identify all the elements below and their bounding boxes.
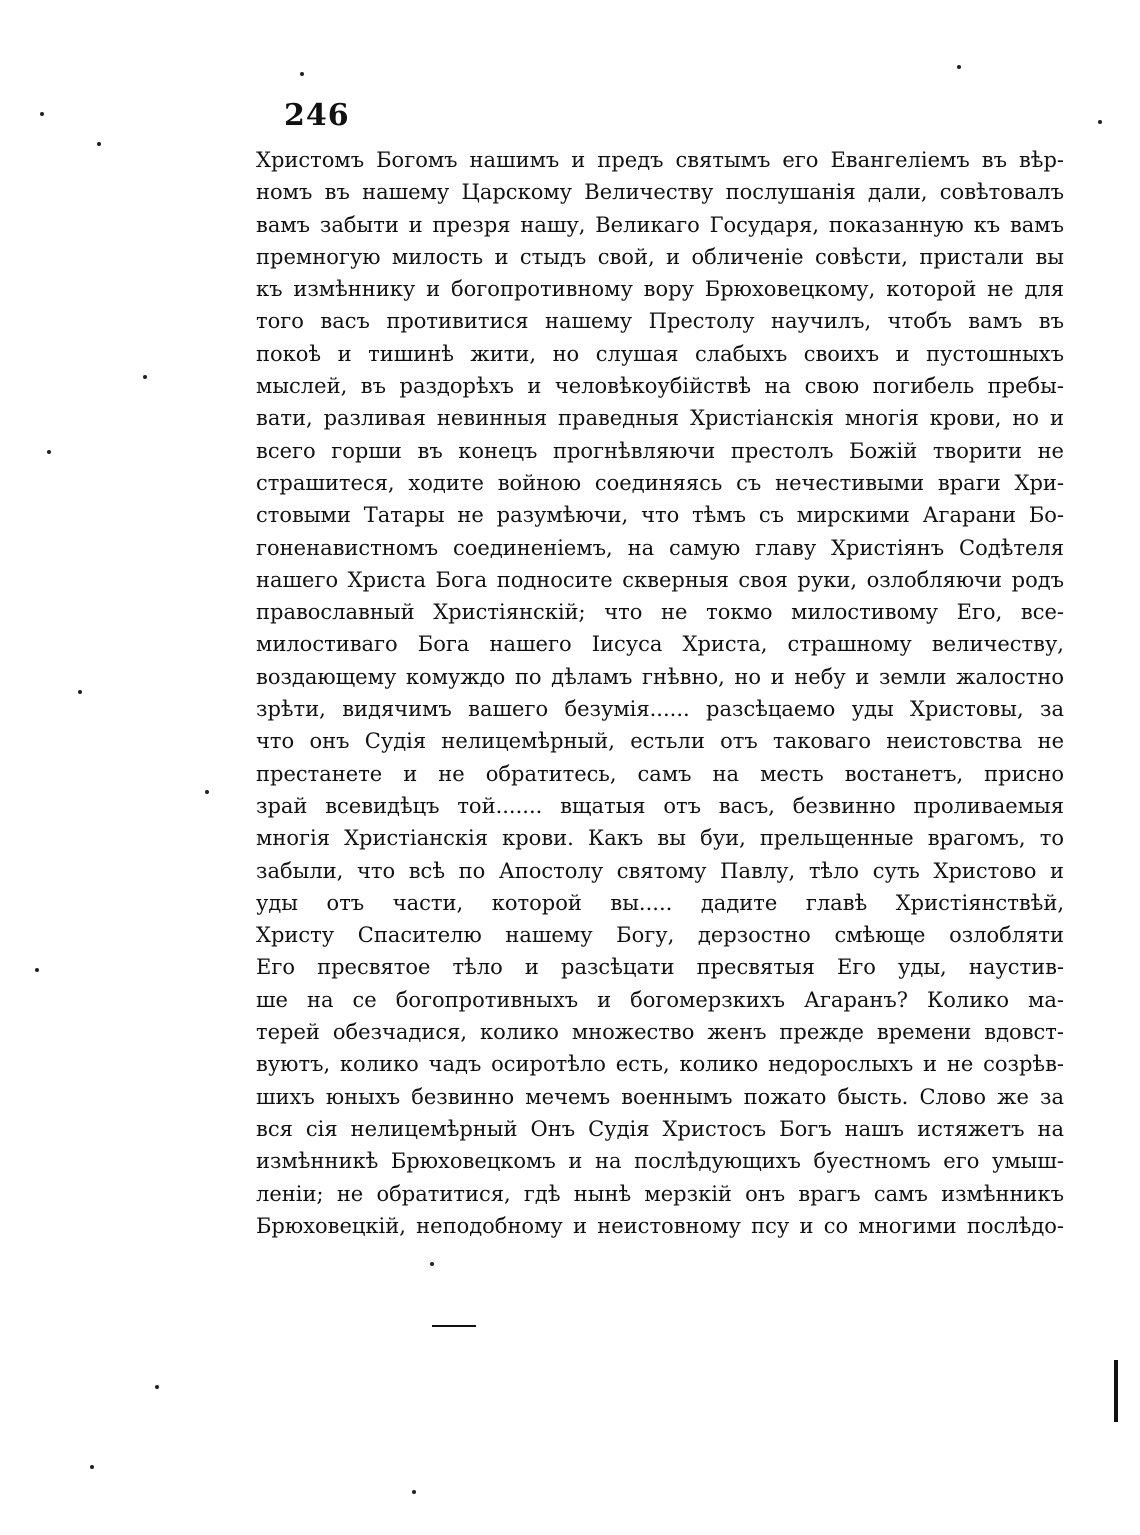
text-line: Христомъ Богомъ нашимъ и предъ святымъ его Евангеліемъ въ вѣр- [256, 148, 1064, 172]
text-line: вамъ забыти и презря нашу, Великаго Государя, показанную къ вамъ [256, 212, 1064, 237]
scan-speck [47, 450, 51, 454]
scan-edge-mark [1114, 1360, 1118, 1422]
text-line: забыли, что всѣ по Апостолу святому Павлу, тѣло суть Христово и [256, 858, 1064, 883]
text-line: Его пресвятое тѣло и разсѣцати пресвятыя Его уды, наустив- [256, 955, 1064, 980]
scan-speck [412, 1490, 416, 1494]
scan-speck [35, 968, 39, 972]
text-line: мыслей, въ раздорѣхъ и человѣкоубійствѣ на свою погибель пребы- [256, 374, 1064, 399]
text-line: гоненавистномъ соединеніемъ, на самую главу Христіянъ Содѣтеля [256, 535, 1064, 560]
page-number: 246 [284, 98, 350, 133]
text-line: терей обезчадися, колико множество женъ прежде времени вдовст- [256, 1020, 1064, 1045]
scan-speck [205, 790, 209, 794]
text-line: воздающему комуждо по дѣламъ гнѣвно, но и небу и земли жалостно [256, 664, 1064, 689]
scan-speck [40, 112, 44, 116]
text-line: шихъ юныхъ безвинно мечемъ военнымъ пожато бысть. Слово же за [256, 1084, 1064, 1109]
text-line: измѣнникѣ Брюховецкомъ и на послѣдующихъ буестномъ его умыш- [256, 1149, 1064, 1174]
scan-speck [78, 690, 82, 694]
scan-speck [1098, 120, 1102, 124]
end-rule [432, 1325, 476, 1327]
text-line: вся сія нелицемѣрный Онъ Судія Христосъ Богъ нашъ истяжетъ на [256, 1116, 1064, 1141]
text-line: леніи; не обратитися, гдѣ нынѣ мерзкій онъ врагъ самъ измѣнникъ [256, 1181, 1064, 1206]
scan-speck [300, 72, 304, 76]
text-line: зрай всевидѣцъ той....... вщатыя отъ васъ, безвинно проливаемыя [256, 793, 1064, 818]
text-line: вати, разливая невинныя праведныя Христіанскія многія крови, но и [256, 406, 1064, 431]
scan-speck [97, 142, 101, 146]
text-line: престанете и не обратитесь, самъ на месть востанетъ, присно [256, 761, 1064, 786]
text-line: Брюховецкій, неподобному и неистовному псу и со многими послѣдо- [256, 1213, 1064, 1238]
scan-speck [155, 1385, 159, 1389]
text-line: православный Христіянскій; что не токмо милостивому Его, все- [256, 600, 1064, 625]
text-line: многія Христіанскія крови. Какъ вы буи, прельщенные врагомъ, то [256, 826, 1064, 851]
text-line: того васъ противитися нашему Престолу научилъ, чтобъ вамъ въ [256, 309, 1064, 334]
scan-speck [430, 1262, 434, 1266]
text-line: зрѣти, видячимъ вашего безумія...... разсѣцаемо уды Христовы, за [256, 697, 1064, 722]
text-line: стовыми Татары не разумѣючи, что тѣмъ съ мирскими Агарани Бо- [256, 503, 1064, 528]
text-line: премногую милость и стыдъ свой, и обличеніе совѣсти, пристали вы [256, 244, 1064, 269]
scan-speck [143, 375, 147, 379]
body-text [256, 144, 1064, 1242]
text-line: нашего Христа Бога подносите скверныя своя руки, озлобляючи родъ [256, 567, 1064, 592]
text-line: всего горши въ конецъ прогнѣвляючи престолъ Божій творити не [256, 438, 1064, 463]
text-line: номъ въ нашему Царскому Величеству послушанія дали, совѣтовалъ [256, 180, 1064, 205]
text-line: ше на се богопротивныхъ и богомерзкихъ Агаранъ? Колико ма- [256, 987, 1064, 1012]
scan-speck [957, 65, 961, 69]
text-line: вуютъ, колико чадъ осиротѣло есть, колико недорослыхъ и не созрѣв- [256, 1052, 1064, 1077]
text-line: уды отъ части, которой вы..... дадите главѣ Христіянствѣй, [256, 890, 1064, 915]
text-line: Христу Спасителю нашему Богу, дерзостно смѣюще озлобляти [256, 923, 1064, 948]
text-line: покоѣ и тишинѣ жити, но слушая слабыхъ своихъ и пустошныхъ [256, 341, 1064, 366]
text-line: что онъ Судія нелицемѣрный, естьли отъ таковаго неистовства не [256, 729, 1064, 754]
text-line: страшитеся, ходите войною соединяясь съ нечестивыми враги Хри- [256, 470, 1064, 495]
text-line: милостиваго Бога нашего Іисуса Христа, страшному величеству, [256, 632, 1064, 657]
text-line: къ измѣннику и богопротивному вору Брюховецкому, которой не для [256, 277, 1064, 302]
scan-speck [90, 1465, 94, 1469]
